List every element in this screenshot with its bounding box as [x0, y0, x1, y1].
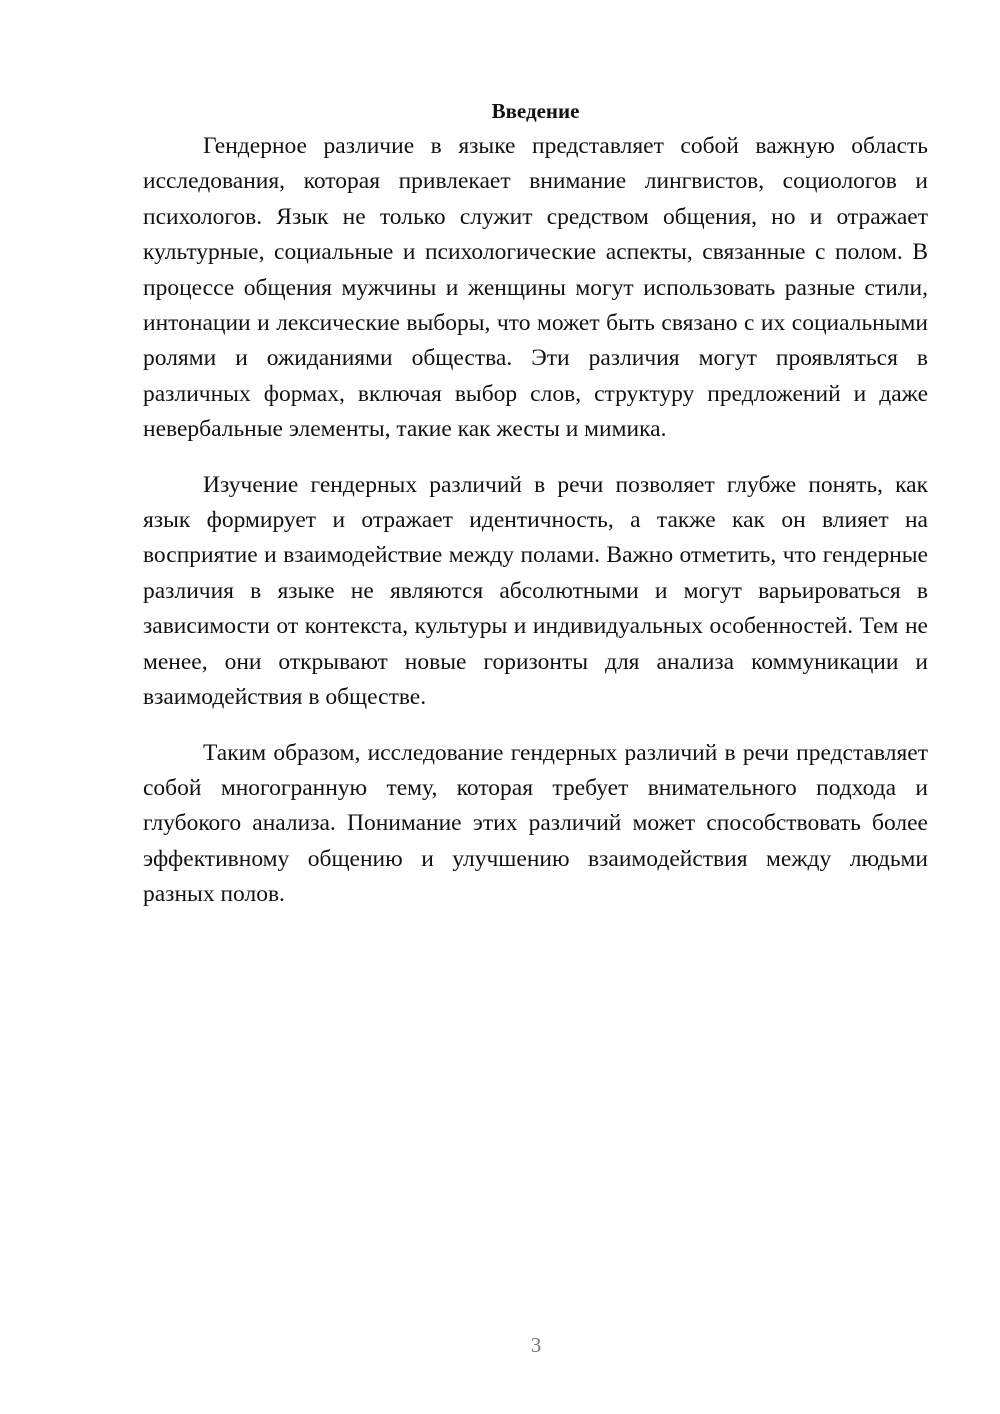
paragraph-3: Таким образом, исследование гендерных различий в речи представляет собой многогранную тему, которая требует внимательного подхода и глубокого анализа. Понимание этих различий может способствовать более эффективному общению и улучшению взаимодействия между людьми разных полов.: [143, 739, 928, 908]
page-title: Введение: [491, 99, 580, 123]
page-number: 3: [530, 1333, 542, 1357]
page-content: [143, 94, 928, 933]
paragraph-1: Гендерное различие в языке представляет собой важную область исследования, которая привлекает внимание лингвистов, социологов и психологов. Язык не только служит средством общения, но и отражает культурные, социальные и психологические аспекты, связанные с полом. В процессе общения мужчины и женщины могут использовать разные стили, интонации и лексические выборы, что может быть связано с их социальными ролями и ожиданиями общества. Эти различия могут проявляться в различных формах, включая выбор слов, структуру предложений и даже невербальные элементы, такие как жесты и мимика.: [143, 133, 928, 443]
paragraph-2: Изучение гендерных различий в речи позволяет глубже понять, как язык формирует и отражает идентичность, а также как он влияет на восприятие и взаимодействие между полами. Важно отметить, что гендерные различия в языке не являются абсолютными и могут варьироваться в зависимости от контекста, культуры и индивидуальных особенностей. Тем не менее, они открывают новые горизонты для анализа коммуникации и взаимодействия в обществе.: [143, 471, 928, 711]
